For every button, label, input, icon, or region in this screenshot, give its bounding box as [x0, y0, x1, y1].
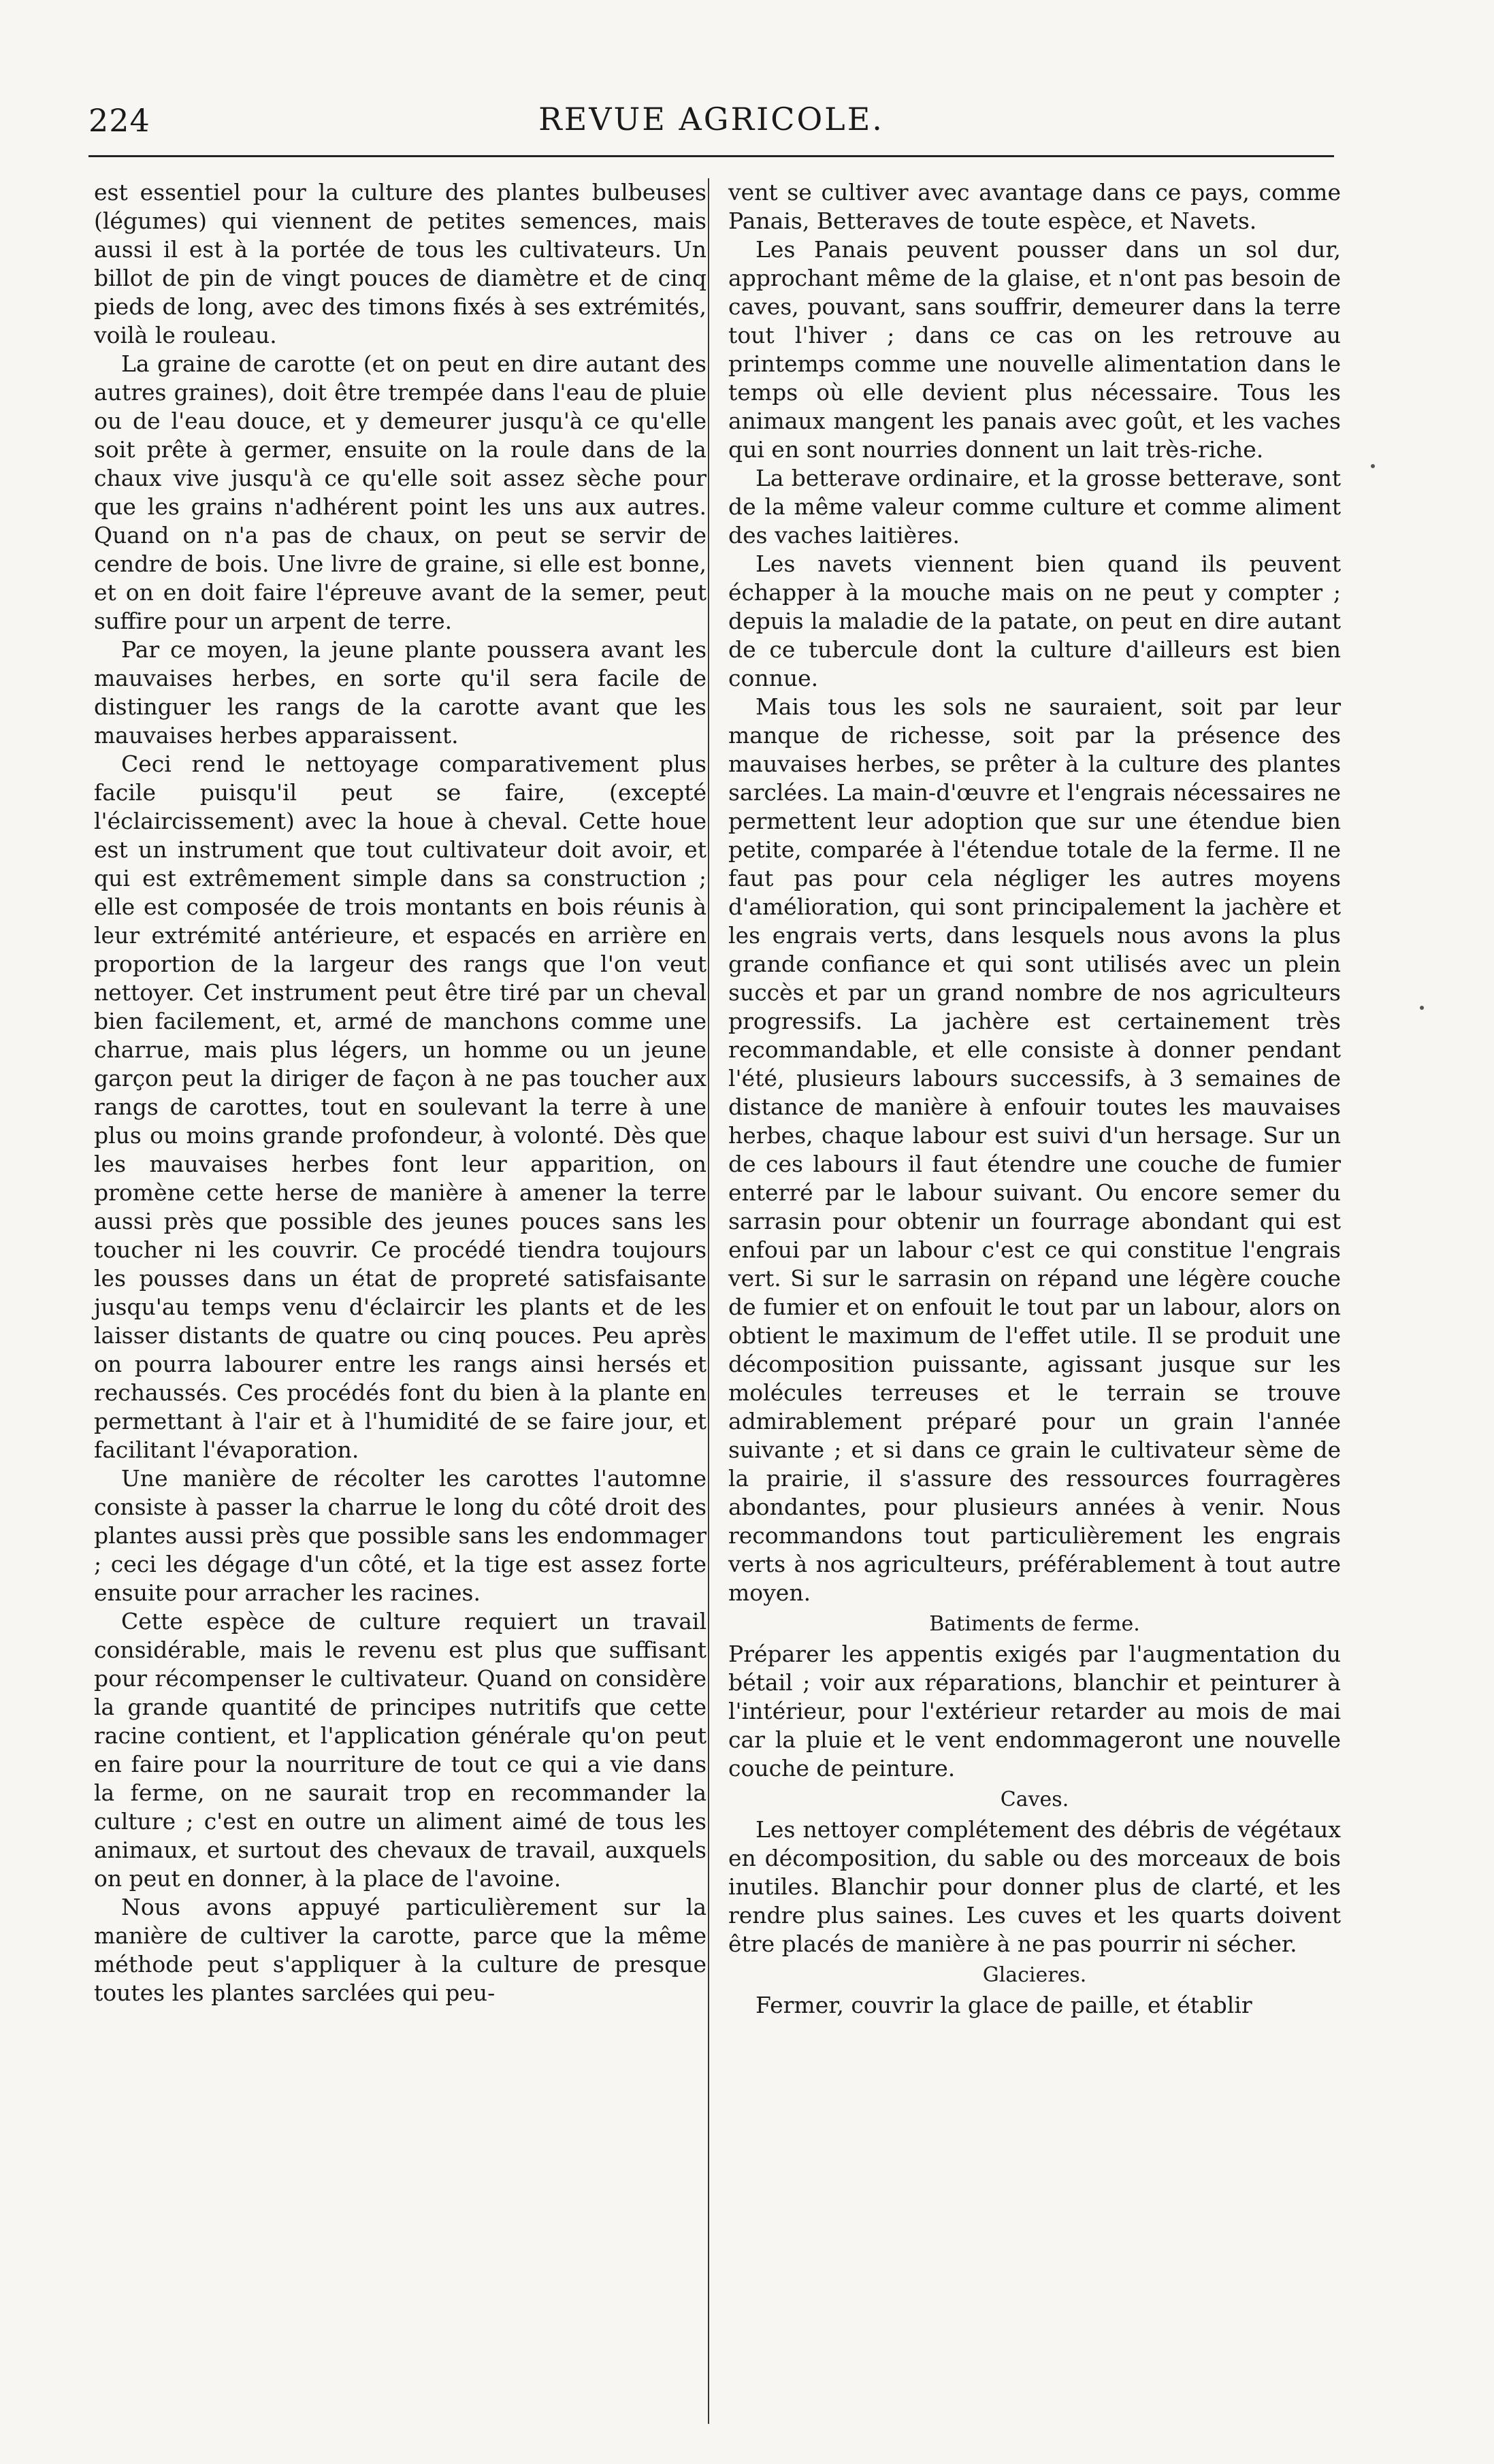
print-speck — [1420, 1006, 1424, 1010]
page-header — [88, 95, 1334, 143]
paragraph: Fermer, couvrir la glace de paille, et établir — [756, 1992, 1252, 2018]
column-divider — [708, 178, 709, 2424]
right-column — [728, 178, 1341, 2020]
paragraph: Les nettoyer complétement des débris de végétaux en décomposition, du sable ou des morceaux de bois inutiles. Blanchir pour donner plus de clarté, et les rendre plus saines. Les cuves et les quarts doivent être placés de manière à ne pas pourrir ni sécher. — [728, 1816, 1341, 1957]
section-heading: Batiments de ferme. — [929, 1612, 1140, 1636]
header-rule — [88, 155, 1334, 157]
paragraph: est essentiel pour la culture des plantes bulbeuses (légumes) qui viennent de petites semences, mais aussi il est à la portée de tous les cultivateurs. Un billot de pin de vingt pouces de diamètre et de cinq pieds de long, avec des timons fixés à ses extrémités, voilà le rouleau. — [94, 179, 707, 348]
paragraph: Mais tous les sols ne sauraient, soit par leur manque de richesse, soit par la présence des mauvaises herbes, se prêter à la culture des plantes sarclées. La main-d'œuvre et l'engrais nécessaires ne permettent leur adoption que sur une étendue bien petite, comparée à l'étendue totale de la ferme. Il ne faut pas pour cela négliger les autres moyens d'amélioration, qui sont principalement la jachère et les engrais verts, dans lesquels nous avons la plus grande confiance et qui sont utilisés avec un plein succès et par un grand nombre de nos agriculteurs progressifs. La jachère est certainement très recommandable, et elle consiste à donner pendant l'été, plusieurs labours successifs, à 3 semaines de distance de manière à enfouir toutes les mauvaises herbes, chaque labour est suivi d'un hersage. Sur un de ces labours il faut étendre une couche de fumier enterré par le labour suivant. Ou encore semer du sarrasin pour obtenir un fourrage abondant qui est enfoui par un labour c'est ce qui constitue l'engrais vert. Si sur le sarrasin on répand une légère couche de fumier et on enfouit le tout par un labour, alors on obtient le maximum de l'effet utile. Il se produit une décomposition puissante, agissant jusque sur les molécules terreuses et le terrain se trouve admirablement préparé pour un grain l'année suivante ; et si dans ce grain le cultivateur sème de la prairie, il s'assure des ressources fourragères abondantes, pour plusieurs années à venir. Nous recommandons tout particulièrement les engrais verts à nos agriculteurs, préférablement à tout autre moyen. — [728, 693, 1341, 1606]
paragraph: Une manière de récolter les carottes l'automne consiste à passer la charrue le long du côté droit des plantes aussi près que possible sans les endommager ; ceci les dégage d'un côté, et la tige est assez forte ensuite pour arracher les racines. — [94, 1465, 707, 1606]
paragraph: Ceci rend le nettoyage comparativement plus facile puisqu'il peut se faire, (excepté l'éclaircissement) avec la houe à cheval. Cette houe est un instrument que tout cultivateur doit avoir, et qui est extrêmement simple dans sa construction ; elle est composée de trois montants en bois réunis à leur extrémité antérieure, et espacés en arrière en proportion de la largeur des rangs que l'on veut nettoyer. Cet instrument peut être tiré par un cheval bien facilement, et, armé de manchons comme une charrue, mais plus légers, un homme ou un jeune garçon peut la diriger de façon à ne pas toucher aux rangs de carottes, tout en soulevant la terre à une plus ou moins grande profondeur, à volonté. Dès que les mauvaises herbes font leur apparition, on promène cette herse de manière à amener la terre aussi près que possible des jeunes pouces sans les toucher ni les couvrir. Ce procédé tiendra toujours les pousses dans un état de propreté satisfaisante jusqu'au temps venu d'éclaircir les plants et de les laisser distants de quatre ou cinq pouces. Peu après on pourra labourer entre les rangs ainsi hersés et rechaussés. Ces procédés font du bien à la plante en permettant à l'air et à l'humidité de se faire jour, et facilitant l'évaporation. — [94, 751, 707, 1463]
print-speck — [1371, 464, 1375, 468]
paragraph: Cette espèce de culture requiert un travail considérable, mais le revenu est plus que suffisant pour récompenser le cultivateur. Quand on considère la grande quantité de principes nutritifs que cette racine contient, et l'application générale qu'on peut en faire pour la nourriture de tout ce qui a vie dans la ferme, on ne saurait trop en recommander la culture ; c'est en outre un aliment aimé de tous les animaux, et surtout des chevaux de travail, auxquels on peut en donner, à la place de l'avoine. — [94, 1608, 707, 1892]
paragraph: La graine de carotte (et on peut en dire autant des autres graines), doit être trempée dans l'eau de pluie ou de l'eau douce, et y demeurer jusqu'à ce qu'elle soit prête à germer, ensuite on la roule dans de la chaux vive jusqu'à ce qu'elle soit assez sèche pour que les grains n'adhérent point les uns aux autres. Quand on n'a pas de chaux, on peut se servir de cendre de bois. Une livre de graine, si elle est bonne, et on en doit faire l'épreuve avant de la semer, peut suffire pour un arpent de terre. — [94, 350, 707, 634]
paragraph: Les navets viennent bien quand ils peuvent échapper à la mouche mais on ne peut y compter ; depuis la maladie de la patate, on peut en dire autant de ce tubercule dont la culture d'ailleurs est bien connue. — [728, 551, 1341, 691]
paragraph: Nous avons appuyé particulièrement sur la manière de cultiver la carotte, parce que la même méthode peut s'appliquer à la culture de presque toutes les plantes sarclées qui peu- — [94, 1894, 707, 2006]
paragraph: vent se cultiver avec avantage dans ce pays, comme Panais, Betteraves de toute espèce, et Navets. — [728, 179, 1341, 234]
running-title: REVUE AGRICOLE. — [538, 101, 884, 137]
section-heading: Glacieres. — [982, 1963, 1087, 1987]
page-number: 224 — [88, 102, 150, 139]
paragraph: Les Panais peuvent pousser dans un sol dur, approchant même de la glaise, et n'ont pas besoin de caves, pouvant, sans souffrir, demeurer dans la terre tout l'hiver ; dans ce cas on les retrouve au printemps comme une nouvelle alimentation dans le temps où elle devient plus nécessaire. Tous les animaux mangent les panais avec goût, et les vaches qui en sont nourries donnent un lait très-riche. — [728, 236, 1341, 463]
paragraph: Préparer les appentis exigés par l'augmentation du bétail ; voir aux réparations, blanchir et peinturer à l'intérieur, pour l'extérieur retarder au mois de mai car la pluie et le vent endommageront une nouvelle couche de peinture. — [728, 1641, 1341, 1781]
paragraph: La betterave ordinaire, et la grosse betterave, sont de la même valeur comme culture et comme aliment des vaches laitières. — [728, 465, 1341, 548]
paragraph: Par ce moyen, la jeune plante poussera avant les mauvaises herbes, en sorte qu'il sera facile de distinguer les rangs de la carotte avant que les mauvaises herbes apparaissent. — [94, 636, 707, 749]
section-heading: Caves. — [1000, 1788, 1069, 1811]
left-column — [94, 178, 707, 2007]
